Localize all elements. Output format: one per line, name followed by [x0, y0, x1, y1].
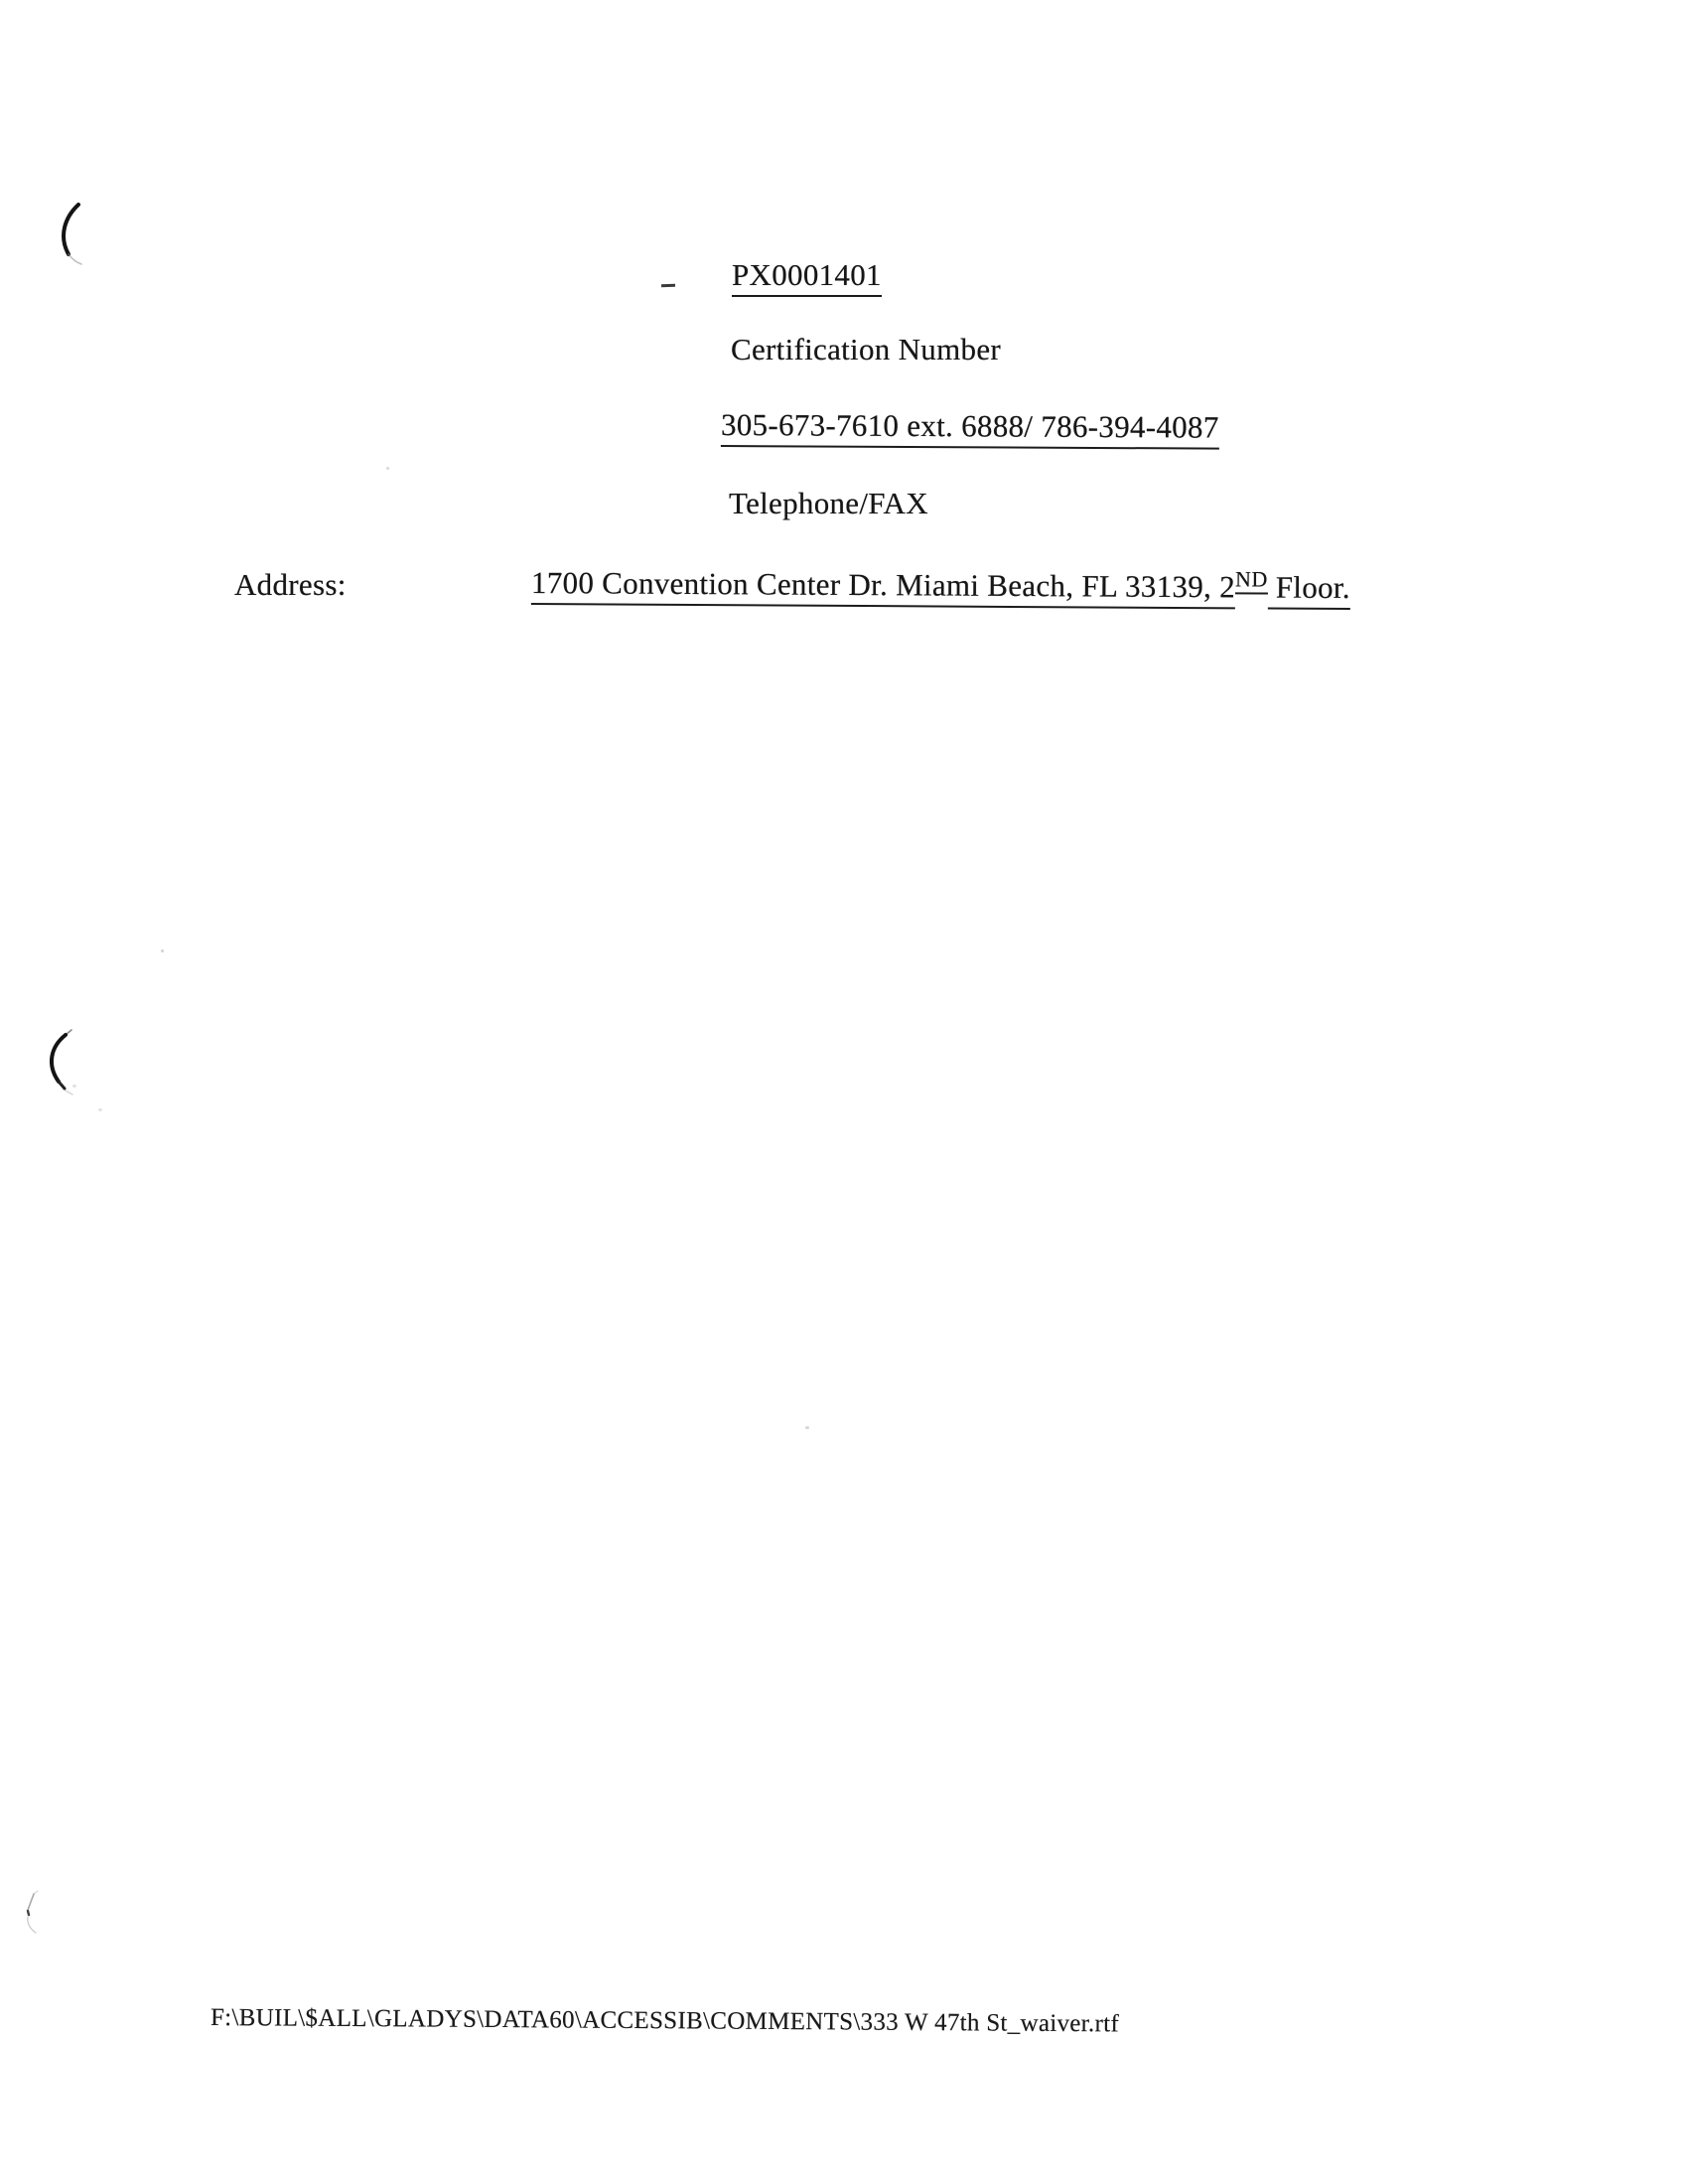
- scan-speckle: [72, 1085, 76, 1088]
- scan-speckle: [805, 1426, 809, 1429]
- telephone-fax-label: Telephone/FAX: [729, 486, 928, 520]
- telephone-fax-text: 305-673-7610 ext. 6888/ 786-394-4087: [721, 407, 1219, 450]
- certification-number-label: Certification Number: [731, 332, 1001, 366]
- address-label: Address:: [234, 567, 347, 602]
- address-text-tail: Floor.: [1268, 570, 1350, 611]
- address-text-ordinal-superscript: ND: [1235, 566, 1268, 594]
- address-value: [531, 562, 1350, 606]
- scan-speckle: [161, 949, 164, 952]
- certification-number-text: PX0001401: [732, 257, 882, 297]
- scan-speckle: [386, 467, 389, 470]
- address-text-main: 1700 Convention Center Dr. Miami Beach, FL 33139, 2: [531, 565, 1235, 609]
- file-path-footer: F:\BUIL\$ALL\GLADYS\DATA60\ACCESSIB\COMMENTS\333 W 47th St_waiver.rtf: [210, 2004, 1120, 2038]
- scan-artifact-paren-middle: [42, 1027, 85, 1100]
- certification-number-value: [732, 257, 882, 293]
- scan-artifact-paren-bottom: [20, 1889, 46, 1939]
- telephone-fax-value: [721, 407, 1219, 445]
- scan-speckle: [98, 1108, 102, 1111]
- scan-artifact-paren-top: [56, 201, 95, 270]
- scan-artifact-dash: [661, 284, 675, 287]
